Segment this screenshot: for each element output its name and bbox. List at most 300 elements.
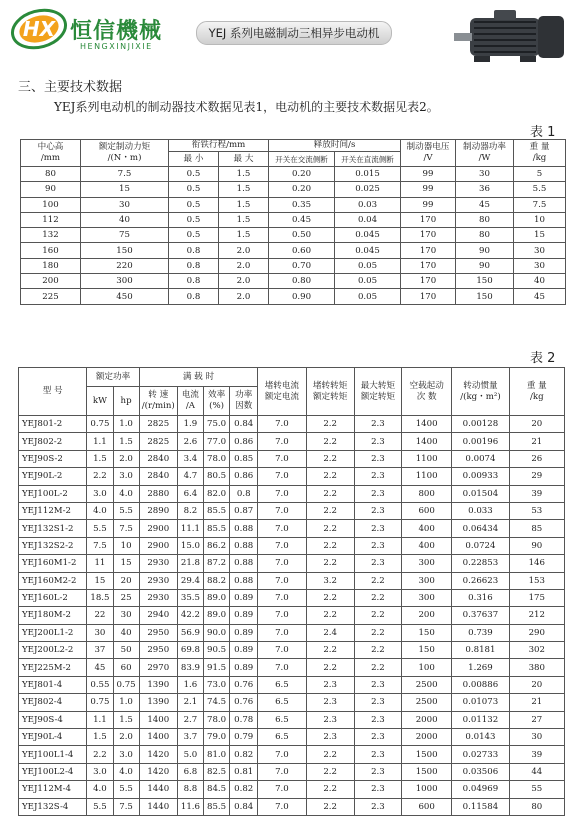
table-cell: 112 bbox=[21, 212, 81, 227]
table-cell: 2.3 bbox=[354, 763, 401, 780]
table-cell: 4.0 bbox=[113, 763, 139, 780]
table-cell: 2940 bbox=[139, 607, 177, 624]
table-cell: 0.85 bbox=[230, 450, 258, 467]
header-title: YEJ 系列电磁制动三相异步电动机 bbox=[196, 21, 392, 45]
table-row bbox=[21, 228, 566, 243]
motor-image bbox=[448, 6, 578, 64]
header-text: 转 速 /(r/min) bbox=[141, 390, 175, 411]
table-cell: 30 bbox=[514, 258, 566, 273]
table-row bbox=[19, 450, 565, 467]
page-header bbox=[0, 0, 587, 68]
table-cell: YEJ112M-4 bbox=[19, 781, 87, 798]
table-cell: YEJ90S-2 bbox=[19, 450, 87, 467]
table-cell: 0.00933 bbox=[452, 468, 509, 485]
header-text: 功率 因数 bbox=[235, 390, 253, 411]
table-cell: 6.5 bbox=[258, 711, 306, 728]
table-cell: 0.89 bbox=[230, 589, 258, 606]
table-cell: 170 bbox=[401, 258, 456, 273]
table-cell: 2.3 bbox=[354, 502, 401, 519]
table-cell: 1420 bbox=[139, 746, 177, 763]
table-cell: 0.86 bbox=[230, 468, 258, 485]
table-cell: 1400 bbox=[139, 711, 177, 728]
table-row bbox=[19, 624, 565, 641]
table-cell: 8.2 bbox=[177, 502, 203, 519]
table-cell: 0.76 bbox=[230, 676, 258, 693]
motor-spec-table bbox=[18, 367, 565, 816]
table-cell: 82.5 bbox=[204, 763, 230, 780]
table-cell: 2.3 bbox=[354, 676, 401, 693]
table-cell: 1400 bbox=[402, 416, 452, 433]
table-cell: 60 bbox=[113, 659, 139, 676]
table-cell: 2.2 bbox=[306, 798, 354, 815]
table-cell: 37 bbox=[87, 642, 113, 659]
table-cell: 180 bbox=[21, 258, 81, 273]
table-cell: 0.05 bbox=[335, 258, 401, 273]
table-cell: 5 bbox=[514, 167, 566, 182]
table-cell: 7.5 bbox=[113, 520, 139, 537]
table-cell: 6.5 bbox=[258, 729, 306, 746]
table-cell: 153 bbox=[509, 572, 564, 589]
col-kw: kW bbox=[87, 387, 113, 416]
table-cell: 90 bbox=[21, 182, 81, 197]
table-cell: 2930 bbox=[139, 589, 177, 606]
table-cell: 2.2 bbox=[306, 607, 354, 624]
table-cell: 7.0 bbox=[258, 416, 306, 433]
table-cell: 0.82 bbox=[230, 746, 258, 763]
table-cell: 80 bbox=[456, 228, 514, 243]
table-cell: 0.0724 bbox=[452, 537, 509, 554]
table-cell: 3.0 bbox=[113, 468, 139, 485]
table-row bbox=[19, 537, 565, 554]
table-cell: 82.0 bbox=[204, 485, 230, 502]
table-cell: 2.2 bbox=[87, 468, 113, 485]
table-cell: 1.5 bbox=[219, 212, 269, 227]
table-cell: 21.8 bbox=[177, 555, 203, 572]
table-cell: 0.00128 bbox=[452, 416, 509, 433]
table-cell: 0.84 bbox=[230, 416, 258, 433]
table-cell: 0.78 bbox=[230, 711, 258, 728]
intro-text: YEJ系列电动机的制动器技术数据见表1，电动机的主要技术数据见表2。 bbox=[54, 100, 439, 114]
table-row bbox=[19, 763, 565, 780]
col-stroke-min: 最 小 bbox=[169, 152, 219, 167]
table-cell: 2.3 bbox=[354, 694, 401, 711]
table-cell: 7.0 bbox=[258, 520, 306, 537]
table-cell: YEJ132S1-2 bbox=[19, 520, 87, 537]
table-cell: 0.90 bbox=[269, 289, 335, 304]
table-cell: 75 bbox=[81, 228, 169, 243]
table-cell: 2.1 bbox=[177, 694, 203, 711]
table-cell: 7.0 bbox=[258, 433, 306, 450]
table-cell: 0.89 bbox=[230, 624, 258, 641]
table-cell: 7.0 bbox=[258, 572, 306, 589]
table-cell: 86.2 bbox=[204, 537, 230, 554]
table-cell: 0.02733 bbox=[452, 746, 509, 763]
col-locked-current bbox=[258, 368, 306, 416]
col-speed bbox=[139, 387, 177, 416]
col-hp: hp bbox=[113, 387, 139, 416]
table-cell: 5.5 bbox=[87, 520, 113, 537]
table-cell: 7.0 bbox=[258, 781, 306, 798]
table-row bbox=[19, 520, 565, 537]
table-cell: 2.2 bbox=[306, 450, 354, 467]
col-full-load: 满 载 时 bbox=[139, 368, 258, 387]
table-cell: 380 bbox=[509, 659, 564, 676]
table-row bbox=[21, 197, 566, 212]
table-cell: 2.6 bbox=[177, 433, 203, 450]
table-cell: 6.4 bbox=[177, 485, 203, 502]
table-cell: 2.3 bbox=[354, 555, 401, 572]
table-cell: 0.70 bbox=[269, 258, 335, 273]
table-cell: 50 bbox=[113, 642, 139, 659]
col-current bbox=[177, 387, 203, 416]
table-cell: 0.00886 bbox=[452, 676, 509, 693]
company-name: 恒信機械 bbox=[70, 19, 163, 44]
col-torque bbox=[81, 140, 169, 167]
col-release-dc: 开关在直流侧断 bbox=[335, 152, 401, 167]
table-cell: 22 bbox=[87, 607, 113, 624]
table-cell: 0.75 bbox=[87, 694, 113, 711]
table-cell: 69.8 bbox=[177, 642, 203, 659]
table-row bbox=[19, 746, 565, 763]
table-cell: 1.5 bbox=[87, 450, 113, 467]
table-cell: 0.37637 bbox=[452, 607, 509, 624]
table-cell: 0.75 bbox=[113, 676, 139, 693]
table-cell: 2970 bbox=[139, 659, 177, 676]
table-cell: 45 bbox=[514, 289, 566, 304]
table-cell: 20 bbox=[113, 572, 139, 589]
table-row bbox=[19, 502, 565, 519]
table-cell: 7.0 bbox=[258, 746, 306, 763]
table1-label: 表 1 bbox=[530, 125, 556, 140]
table-cell: 160 bbox=[21, 243, 81, 258]
table-cell: 7.0 bbox=[258, 485, 306, 502]
table-cell: 300 bbox=[402, 555, 452, 572]
header-text: 制动器电压 /V bbox=[406, 142, 450, 163]
table-cell: 2.3 bbox=[354, 729, 401, 746]
table-cell: 1100 bbox=[402, 450, 452, 467]
table-cell: 80 bbox=[21, 167, 81, 182]
table-cell: 78.0 bbox=[204, 450, 230, 467]
table-cell: 3.4 bbox=[177, 450, 203, 467]
table-cell: 36 bbox=[456, 182, 514, 197]
table-cell: 1100 bbox=[402, 468, 452, 485]
table-cell: 0.316 bbox=[452, 589, 509, 606]
table-cell: 0.76 bbox=[230, 694, 258, 711]
table-cell: 20 bbox=[509, 676, 564, 693]
table-cell: 3.0 bbox=[87, 763, 113, 780]
table-cell: 2.0 bbox=[113, 450, 139, 467]
table-row bbox=[21, 212, 566, 227]
table-cell: 0.045 bbox=[335, 228, 401, 243]
table-cell: 84.5 bbox=[204, 781, 230, 798]
table-cell: 11.1 bbox=[177, 520, 203, 537]
table-cell: 1.5 bbox=[219, 197, 269, 212]
col-efficiency bbox=[204, 387, 230, 416]
table-cell: 0.06434 bbox=[452, 520, 509, 537]
table-cell: 3.7 bbox=[177, 729, 203, 746]
table-cell: 99 bbox=[401, 197, 456, 212]
table-cell: 2880 bbox=[139, 485, 177, 502]
table-cell: 1000 bbox=[402, 781, 452, 798]
table-row bbox=[19, 555, 565, 572]
table-cell: 30 bbox=[514, 243, 566, 258]
table-cell: YEJ160L-2 bbox=[19, 589, 87, 606]
table-cell: 0.88 bbox=[230, 555, 258, 572]
table-cell: YEJ90L-2 bbox=[19, 468, 87, 485]
table-cell: 2900 bbox=[139, 520, 177, 537]
table-cell: 0.87 bbox=[230, 502, 258, 519]
table-row bbox=[19, 642, 565, 659]
logo-mark: HX bbox=[22, 17, 56, 41]
col-release-ac: 开关在交流侧断 bbox=[269, 152, 335, 167]
table-cell: 81.0 bbox=[204, 746, 230, 763]
table-cell: YEJ200L2-2 bbox=[19, 642, 87, 659]
table-cell: 5.5 bbox=[514, 182, 566, 197]
table-cell: 0.35 bbox=[269, 197, 335, 212]
table-cell: 1.5 bbox=[113, 433, 139, 450]
table-cell: 1400 bbox=[139, 729, 177, 746]
table-cell: 75.0 bbox=[204, 416, 230, 433]
company-logo bbox=[10, 6, 68, 52]
table-cell: 77.0 bbox=[204, 433, 230, 450]
table-cell: 27 bbox=[509, 711, 564, 728]
table-cell: 0.01504 bbox=[452, 485, 509, 502]
table-cell: 200 bbox=[21, 274, 81, 289]
table-cell: 2900 bbox=[139, 537, 177, 554]
table-cell: 30 bbox=[509, 729, 564, 746]
table-cell: 7.0 bbox=[258, 659, 306, 676]
table-cell: 1440 bbox=[139, 798, 177, 815]
table-cell: 40 bbox=[514, 274, 566, 289]
table-cell: 2.2 bbox=[306, 555, 354, 572]
table-cell: 15.0 bbox=[177, 537, 203, 554]
table-cell: 150 bbox=[456, 274, 514, 289]
table-cell: 0.739 bbox=[452, 624, 509, 641]
table-cell: 1.5 bbox=[219, 182, 269, 197]
header-text: 制动器功率 /W bbox=[463, 142, 506, 163]
table-cell: 85.5 bbox=[204, 798, 230, 815]
table-cell: 0.5 bbox=[169, 182, 219, 197]
table-cell: 0.8 bbox=[169, 274, 219, 289]
table-row bbox=[19, 781, 565, 798]
table-cell: 150 bbox=[81, 243, 169, 258]
table-cell: 0.88 bbox=[230, 520, 258, 537]
table-cell: 15 bbox=[87, 572, 113, 589]
table-cell: 0.89 bbox=[230, 659, 258, 676]
table-row bbox=[19, 676, 565, 693]
table-cell: 30 bbox=[456, 167, 514, 182]
table-cell: 0.8 bbox=[169, 258, 219, 273]
table-cell: 30 bbox=[87, 624, 113, 641]
table-cell: YEJ802-2 bbox=[19, 433, 87, 450]
table-cell: 29 bbox=[509, 468, 564, 485]
table-cell: 0.80 bbox=[269, 274, 335, 289]
table-cell: 2950 bbox=[139, 624, 177, 641]
table-cell: 2.2 bbox=[354, 572, 401, 589]
table-cell: 4.7 bbox=[177, 468, 203, 485]
table-cell: 0.04969 bbox=[452, 781, 509, 798]
table-cell: 3.0 bbox=[87, 485, 113, 502]
table-cell: 55 bbox=[509, 781, 564, 798]
table-cell: 0.01073 bbox=[452, 694, 509, 711]
table-cell: 0.5 bbox=[169, 197, 219, 212]
table-cell: 1440 bbox=[139, 781, 177, 798]
table-cell: 1.1 bbox=[87, 433, 113, 450]
col-power-factor bbox=[230, 387, 258, 416]
table-row bbox=[21, 167, 566, 182]
table-cell: 7.0 bbox=[258, 763, 306, 780]
table-cell: 0.84 bbox=[230, 798, 258, 815]
table-cell: 45 bbox=[456, 197, 514, 212]
table-cell: 5.5 bbox=[113, 502, 139, 519]
table-cell: 2.3 bbox=[306, 694, 354, 711]
table-cell: 21 bbox=[509, 433, 564, 450]
table-cell: 7.0 bbox=[258, 468, 306, 485]
table-cell: 2.3 bbox=[354, 537, 401, 554]
table-cell: 45 bbox=[87, 659, 113, 676]
table-cell: YEJ90S-4 bbox=[19, 711, 87, 728]
table-cell: 1.9 bbox=[177, 416, 203, 433]
table-cell: 5.5 bbox=[113, 781, 139, 798]
table-cell: 10 bbox=[113, 537, 139, 554]
table-cell: 300 bbox=[81, 274, 169, 289]
table-cell: 2.7 bbox=[177, 711, 203, 728]
table-cell: YEJ112M-2 bbox=[19, 502, 87, 519]
table-cell: 2500 bbox=[402, 694, 452, 711]
table-cell: YEJ100L1-4 bbox=[19, 746, 87, 763]
table-cell: 0.04 bbox=[335, 212, 401, 227]
header-text: 最大转矩 额定转矩 bbox=[360, 380, 396, 402]
table-cell: 53 bbox=[509, 502, 564, 519]
table-cell: 0.033 bbox=[452, 502, 509, 519]
table-cell: 0.025 bbox=[335, 182, 401, 197]
table-row bbox=[19, 798, 565, 815]
table-cell: 99 bbox=[401, 167, 456, 182]
table-cell: 2930 bbox=[139, 555, 177, 572]
table-cell: 170 bbox=[401, 212, 456, 227]
table-cell: 0.88 bbox=[230, 572, 258, 589]
table-cell: 2.3 bbox=[354, 520, 401, 537]
table-cell: 2500 bbox=[402, 676, 452, 693]
table-cell: 15 bbox=[81, 182, 169, 197]
table-row bbox=[21, 243, 566, 258]
table-row bbox=[19, 659, 565, 676]
table-cell: 2000 bbox=[402, 729, 452, 746]
table-cell: YEJ801-2 bbox=[19, 416, 87, 433]
table-cell: 2890 bbox=[139, 502, 177, 519]
header-text: 堵转电流 额定电流 bbox=[264, 380, 300, 402]
table-cell: 450 bbox=[81, 289, 169, 304]
table-cell: 132 bbox=[21, 228, 81, 243]
table-cell: 2000 bbox=[402, 711, 452, 728]
table-cell: 1.269 bbox=[452, 659, 509, 676]
header-text: 效率 (%) bbox=[207, 390, 226, 411]
table-cell: 146 bbox=[509, 555, 564, 572]
table-cell: 150 bbox=[402, 624, 452, 641]
table-cell: 600 bbox=[402, 502, 452, 519]
table-row bbox=[19, 694, 565, 711]
table-cell: 39 bbox=[509, 485, 564, 502]
table-cell: 5.0 bbox=[177, 746, 203, 763]
table-cell: 0.0074 bbox=[452, 450, 509, 467]
table-cell: 4.0 bbox=[87, 502, 113, 519]
header-text: 堵转转矩 额定转矩 bbox=[312, 380, 348, 402]
table-cell: 2825 bbox=[139, 416, 177, 433]
table-row bbox=[19, 433, 565, 450]
section-title: 三、主要技术数据 bbox=[18, 80, 123, 95]
brake-spec-table bbox=[20, 139, 566, 305]
table-cell: 4.0 bbox=[87, 781, 113, 798]
table-cell: 0.60 bbox=[269, 243, 335, 258]
table-cell: 1420 bbox=[139, 763, 177, 780]
header-text: 额定制动力矩 /(N・m) bbox=[98, 142, 151, 163]
table-cell: 2.3 bbox=[354, 416, 401, 433]
table-cell: YEJ90L-4 bbox=[19, 729, 87, 746]
table-row bbox=[19, 711, 565, 728]
col-rated-power: 额定功率 bbox=[87, 368, 139, 387]
table-row bbox=[19, 485, 565, 502]
table-cell: 150 bbox=[456, 289, 514, 304]
table-cell: 0.045 bbox=[335, 243, 401, 258]
table-cell: 90 bbox=[456, 243, 514, 258]
table-cell: 2.2 bbox=[306, 485, 354, 502]
col-weight bbox=[514, 140, 566, 167]
table-cell: 7.5 bbox=[81, 167, 169, 182]
table-cell: 7.0 bbox=[258, 555, 306, 572]
table-cell: 0.8 bbox=[169, 243, 219, 258]
table-row bbox=[19, 589, 565, 606]
table-cell: YEJ801-4 bbox=[19, 676, 87, 693]
table-cell: 1390 bbox=[139, 676, 177, 693]
table-cell: 1.5 bbox=[87, 729, 113, 746]
table-cell: 0.22853 bbox=[452, 555, 509, 572]
table-cell: 1.5 bbox=[113, 711, 139, 728]
table-cell: 5.5 bbox=[87, 798, 113, 815]
table-cell: 2.3 bbox=[354, 798, 401, 815]
table-cell: 18.5 bbox=[87, 589, 113, 606]
table-cell: 73.0 bbox=[204, 676, 230, 693]
table-cell: 2.2 bbox=[354, 624, 401, 641]
table-cell: 2.3 bbox=[354, 746, 401, 763]
table-row bbox=[21, 289, 566, 304]
table-cell: 91.5 bbox=[204, 659, 230, 676]
table-cell: 600 bbox=[402, 798, 452, 815]
table-cell: 90.5 bbox=[204, 642, 230, 659]
table-cell: 2840 bbox=[139, 450, 177, 467]
table-cell: 2.2 bbox=[87, 746, 113, 763]
table-cell: 2.2 bbox=[306, 502, 354, 519]
table-cell: 1.5 bbox=[219, 167, 269, 182]
table-cell: 11.6 bbox=[177, 798, 203, 815]
table-cell: 3.2 bbox=[306, 572, 354, 589]
table-cell: 90 bbox=[509, 537, 564, 554]
table2-label: 表 2 bbox=[530, 351, 556, 366]
header-text: 空载起动 次 数 bbox=[409, 380, 444, 402]
table-cell: 8.8 bbox=[177, 781, 203, 798]
table-cell: 2.3 bbox=[354, 433, 401, 450]
table-cell: 175 bbox=[509, 589, 564, 606]
table-cell: 35.5 bbox=[177, 589, 203, 606]
table-cell: 7.0 bbox=[258, 537, 306, 554]
table-cell: 2.2 bbox=[306, 781, 354, 798]
table-cell: 2.2 bbox=[354, 607, 401, 624]
col-no-load-starts bbox=[402, 368, 452, 416]
table-cell: 100 bbox=[402, 659, 452, 676]
table-cell: 170 bbox=[401, 228, 456, 243]
table-cell: 2.2 bbox=[306, 468, 354, 485]
table-cell: 0.01132 bbox=[452, 711, 509, 728]
table-cell: 15 bbox=[514, 228, 566, 243]
